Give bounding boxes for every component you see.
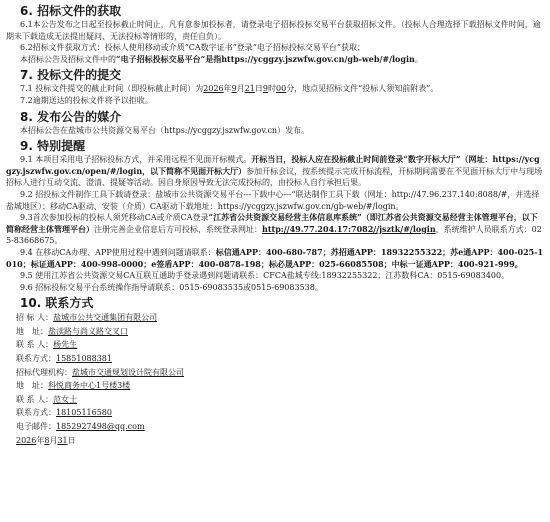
contact-row-email xyxy=(6,420,544,434)
deadline-minute: 00 xyxy=(276,84,287,94)
section-9-3-end: ，系统维护人员联系方式：025-83668675。 xyxy=(6,224,542,246)
section-9-1-text: 9.1 本项目采用电子招标投标方式，并采用远程不见面开标模式。 xyxy=(20,155,252,165)
section-9-4 xyxy=(6,247,544,270)
contact-label: 联 系 人： xyxy=(16,340,54,350)
section-10 xyxy=(6,295,544,447)
issue-date-day: 31 xyxy=(57,435,68,445)
section-9-4-text: 9.4 在移动CA办理、APP使用过程中遇到问题请联系： xyxy=(20,247,216,257)
platform-link[interactable]: “电子招标投标交易平台”是指https://ycggzy.jszwfw.gov.cn/gb-web/#/login xyxy=(116,53,415,64)
section-6-1: 6.1本公告发布之日起至投标截止时间止，凡有意参加投标者，请登录电子招标投标交易平台获取招标文件。（投标人合理选择下载招标文件时间，逾期未下载造成无法提出疑问、无法投标等情形的，责任自负）。 xyxy=(6,20,541,41)
contact-label: 地 址： xyxy=(16,381,48,391)
section-6-3-text: 本招标公告及招标文件中的 xyxy=(20,54,116,64)
contact-label: 联 系 人： xyxy=(16,394,54,404)
section-8 xyxy=(6,109,544,137)
section-9-3-text: 9.3首次参加投标的投标人须凭移动CA或介质CA登录 xyxy=(20,213,209,223)
deadline-year-label: 年 xyxy=(223,84,232,94)
contact-label: 地 址： xyxy=(16,326,48,336)
section-6-3-end: 。 xyxy=(414,54,423,64)
contact-label: 联系方式： xyxy=(16,408,56,418)
issue-date-month-label: 月 xyxy=(49,435,58,445)
contact-value: 18105116580 xyxy=(56,408,112,418)
deadline-day: 21 xyxy=(244,84,255,94)
section-7-title: 7. 投标文件的提交 xyxy=(20,68,122,83)
contact-value: 范女士 xyxy=(53,394,78,404)
issue-date-day-label: 日 xyxy=(67,435,76,445)
section-8-1: 本招标公告在盐城市公共资源交易平台（https://ycggzy.jszwfw.gov.cn）发布。 xyxy=(20,125,310,135)
section-10-title: 10. 联系方式 xyxy=(20,296,94,311)
contact-label: 电子邮件： xyxy=(16,422,56,432)
section-7-2: 7.2逾期送达的投标文件将予以拒收。 xyxy=(20,95,153,105)
deadline-month-label: 月 xyxy=(236,84,245,94)
section-9-title: 9. 特别提醒 xyxy=(20,139,86,154)
contact-row-address xyxy=(6,325,544,339)
entity-platform-name: “江苏省公共资源交易经营主体信息库系统”（即江苏省公共资源交易经营主体管理平台，以下简称经营主体管理平台） xyxy=(6,212,538,234)
section-6-3 xyxy=(6,54,544,66)
entity-login-link[interactable]: http://49.77.204.17:7082//jsztk/#/login xyxy=(262,223,436,234)
contact-row-person xyxy=(6,338,544,352)
contact-value: 盐渎路与尚义路交叉口 xyxy=(48,326,128,336)
section-9-1-rest: 参加开标会议，按系统提示完成开标流程，开标期间需要在不见面开标大厅中与现场招标人进行互动交流、澄清、提疑等活动。因自身原因导致无法完成投标的，由投标人自行承担后果。 xyxy=(6,166,543,188)
contact-row-agency-person xyxy=(6,393,544,407)
section-9 xyxy=(6,138,544,293)
issue-date xyxy=(6,434,544,448)
ca-app-contacts: 标信通APP：400-680-787；苏招通APP：18932255322；苏e通APP：400-025-1010；标证通APP：400-998-0000；e签盾APP：400-0878-198；标必晟APP：025-66085508；中标一证通APP：400-921-999。 xyxy=(6,246,544,269)
open-hall-link[interactable]: 开标当日，投标人应在投标截止时间前登录“数字开标大厅”（网址：https://ycggzy.jszwfw.gov.cn/open/#/login，以下简称不见面开标大厅） xyxy=(6,154,540,176)
section-9-5: 9.5 使用江苏省公共资源交易CA互联互通助手登录遇到问题请联系：CFCA盐城专线:18932255322；江苏数科CA：0515-69083400。 xyxy=(20,271,510,281)
section-9-2: 9.2 招投标文件制作工具下载请登录：盐城市公共资源交易平台---下载中心---“联达制作工具下载（网址：http://47.96.237.140:8088/#，并选择盐城地区）；移动CA驱动、安装（介质）CA驱动下载地址：https://ycggzy.jszwfw.gov.cn/gb-web/#/login。 xyxy=(6,189,540,211)
deadline-minute-label: 分，地点见招标文件“投标人须知前附表”。 xyxy=(286,84,439,94)
issue-date-year-label: 年 xyxy=(36,435,45,445)
contact-row-agency-address xyxy=(6,379,544,393)
deadline-label: 7.1 投标文件提交的截止时间（即投标截止时间）为 xyxy=(20,84,204,94)
deadline-month: 9 xyxy=(231,84,237,94)
section-9-3 xyxy=(6,212,544,247)
contact-row-tenderer xyxy=(6,311,544,325)
contact-value: 盐城市公共交通集团有限公司 xyxy=(53,313,158,323)
contact-value: 盐城市交通规划设计院有限公司 xyxy=(72,367,184,377)
section-9-6: 9.6 招标投标交易平台系统操作指导请联系：0515-69083535或0515-69083538。 xyxy=(20,282,323,292)
contact-row-phone xyxy=(6,352,544,366)
announcement-page xyxy=(0,3,550,522)
deadline-day-label: 日 xyxy=(254,84,263,94)
section-8-title: 8. 发布公告的媒介 xyxy=(20,109,122,124)
section-6 xyxy=(6,3,544,65)
contact-row-agency-phone xyxy=(6,406,544,420)
contact-label: 联系方式： xyxy=(16,354,56,364)
section-7-1 xyxy=(6,83,544,95)
contact-label: 招 标 人： xyxy=(16,313,54,323)
section-9-3-mid: 注册完善企业信息后方可投标，系统登录网址： xyxy=(94,224,262,234)
deadline-year: 2026 xyxy=(203,84,224,94)
contact-label: 招标代理机构： xyxy=(16,367,72,377)
issue-date-year: 2026 xyxy=(16,435,37,445)
section-7 xyxy=(6,67,544,106)
contact-value: 杨先生 xyxy=(53,340,78,350)
contact-row-agency xyxy=(6,366,544,380)
contact-value: 科悦商务中心1号楼3楼 xyxy=(48,381,131,391)
contact-value[interactable]: 1852927498@qq.com xyxy=(56,422,145,432)
deadline-hour-label: 时 xyxy=(268,84,276,94)
issue-date-month: 8 xyxy=(44,435,50,445)
section-6-2: 6.2招标文件获取方式：投标人使用移动或介质“CA数字证书”登录“电子招标投标交易平台”获取； xyxy=(20,43,365,53)
section-9-1 xyxy=(6,154,544,189)
contact-value: 15851088381 xyxy=(56,354,112,364)
deadline-hour: 9 xyxy=(262,84,268,94)
section-6-title: 6. 招标文件的获取 xyxy=(20,4,122,18)
